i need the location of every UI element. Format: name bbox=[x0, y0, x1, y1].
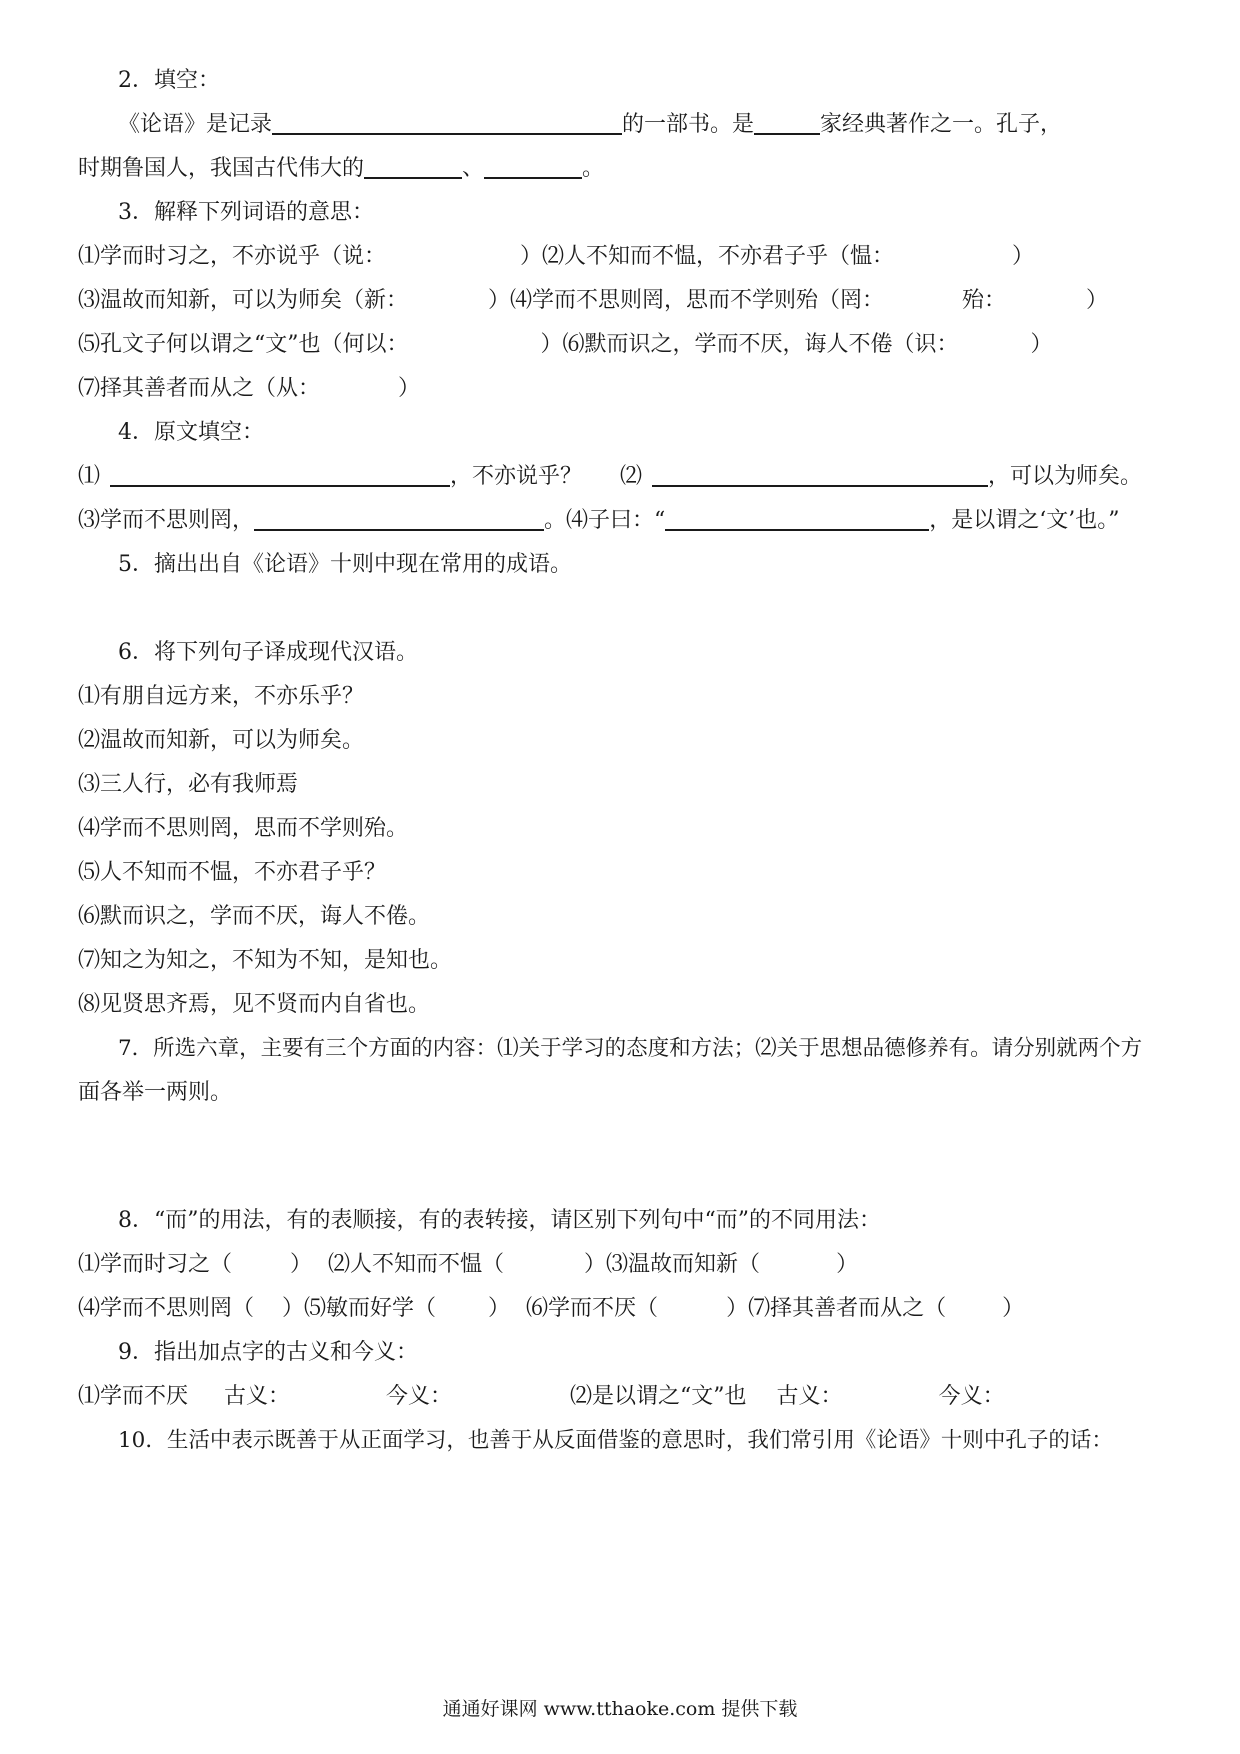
q8-title: 8．“而”的用法，有的表顺接，有的表转接，请区别下列句中“而”的不同用法： bbox=[118, 1208, 881, 1233]
blank-field[interactable] bbox=[110, 463, 450, 487]
q4-text: ⑵ bbox=[620, 464, 643, 489]
q4-text: ⑶学而不思则罔， bbox=[78, 508, 255, 533]
q8-text: ⑴学而时习之（ bbox=[78, 1252, 233, 1277]
q2-title: 2．填空： bbox=[118, 68, 220, 93]
q8-text: ） bbox=[836, 1252, 859, 1277]
q8-text: ） bbox=[290, 1252, 313, 1277]
q2-line1 bbox=[118, 110, 1062, 140]
q9-text: ⑵是以谓之“文”也 bbox=[570, 1384, 747, 1409]
q6-item: ⑷学而不思则罔，思而不学则殆。 bbox=[78, 816, 409, 841]
q6-item: ⑶三人行，必有我师焉 bbox=[78, 772, 299, 797]
q3-title: 3．解释下列词语的意思： bbox=[118, 200, 374, 225]
q9-title: 9．指出加点字的古义和今义： bbox=[118, 1340, 418, 1365]
blank-field[interactable] bbox=[272, 111, 622, 135]
q8-row1 bbox=[78, 1250, 858, 1280]
q2-text: 家经典著作之一。孔子， bbox=[820, 112, 1063, 137]
q3-text: 殆： bbox=[962, 288, 1007, 313]
q9-text: 今义： bbox=[938, 1384, 1005, 1409]
q4-text: ，不亦说乎？ bbox=[450, 464, 583, 489]
q9-row1 bbox=[78, 1382, 1005, 1412]
q8-text: ⑷学而不思则罔（ bbox=[78, 1296, 255, 1321]
q8-text: ）⑶温故而知新（ bbox=[584, 1252, 761, 1277]
q2-text: 、 bbox=[462, 156, 485, 181]
blank-field[interactable] bbox=[364, 155, 462, 179]
q3-row1 bbox=[78, 242, 1034, 272]
blank-field[interactable] bbox=[652, 463, 988, 487]
q9-text: 今义： bbox=[386, 1384, 453, 1409]
q4-title: 4．原文填空： bbox=[118, 420, 264, 445]
q8-text: ⑵人不知而不愠（ bbox=[328, 1252, 505, 1277]
q3-text: ）⑷学而不思则罔，思而不学则殆（罔： bbox=[488, 288, 885, 313]
q3-text: ⑶温故而知新，可以为师矣（新： bbox=[78, 288, 409, 313]
q5-title: 5．摘出出自《论语》十则中现在常用的成语。 bbox=[118, 552, 572, 577]
q6-title: 6．将下列句子译成现代汉语。 bbox=[118, 640, 418, 665]
q4-text: ，是以谓之‘文’也。” bbox=[929, 508, 1120, 533]
q2-text: 时期鲁国人，我国古代伟大的 bbox=[78, 156, 365, 181]
q6-item: ⑹默而识之，学而不厌，诲人不倦。 bbox=[78, 904, 431, 929]
q10-title: 10．生活中表示既善于从正面学习，也善于从反面借鉴的意思时，我们常引用《论语》十则中孔子的话： bbox=[118, 1428, 1113, 1453]
q3-text: ⑺择其善者而从之（从： bbox=[78, 376, 321, 401]
q9-text: ⑴学而不厌 bbox=[78, 1384, 189, 1409]
page-footer: 通通好课网 www.tthaoke.com 提供下载 bbox=[442, 1698, 798, 1720]
blank-field[interactable] bbox=[665, 507, 929, 531]
q6-item: ⑸人不知而不愠，不亦君子乎？ bbox=[78, 860, 387, 885]
q2-text: 《论语》是记录 bbox=[118, 112, 273, 137]
q8-text: ） bbox=[1002, 1296, 1025, 1321]
q7-line2: 面各举一两则。 bbox=[78, 1080, 233, 1105]
q6-item: ⑵温故而知新，可以为师矣。 bbox=[78, 728, 365, 753]
q7-line1: 7．所选六章，主要有三个方面的内容：⑴关于学习的态度和方法；⑵关于思想品德修养有。请分别就两个方 bbox=[118, 1036, 1143, 1061]
q3-row3 bbox=[78, 330, 1053, 360]
q3-row2 bbox=[78, 286, 1108, 316]
q2-text: 的一部书。是 bbox=[622, 112, 755, 137]
q3-text: ⑸孔文子何以谓之“文”也（何以： bbox=[78, 332, 409, 357]
q8-text: ⑹学而不厌（ bbox=[526, 1296, 659, 1321]
q6-item: ⑻见贤思齐焉，见不贤而内自省也。 bbox=[78, 992, 431, 1017]
q3-row4 bbox=[78, 374, 420, 404]
q2-line2 bbox=[78, 154, 604, 184]
q8-row2 bbox=[78, 1294, 1024, 1324]
q2-text: 。 bbox=[582, 156, 605, 181]
q6-item: ⑺知之为知之，不知为不知，是知也。 bbox=[78, 948, 453, 973]
q4-text: ⑴ bbox=[78, 464, 101, 489]
q3-text: ）⑵人不知而不愠，不亦君子乎（愠： bbox=[520, 244, 895, 269]
q3-text: ） bbox=[1086, 288, 1109, 313]
blank-field[interactable] bbox=[754, 111, 820, 135]
q3-text: ） bbox=[398, 376, 421, 401]
q3-text: ）⑹默而识之，学而不厌，诲人不倦（识： bbox=[540, 332, 959, 357]
q4-text: 。⑷子曰：“ bbox=[544, 508, 666, 533]
q4-row2 bbox=[78, 506, 1120, 536]
q8-text: ）⑸敏而好学（ bbox=[282, 1296, 437, 1321]
q6-item: ⑴有朋自远方来，不亦乐乎？ bbox=[78, 684, 365, 709]
q8-text: ）⑺择其善者而从之（ bbox=[726, 1296, 947, 1321]
q4-text: ，可以为师矣。 bbox=[988, 464, 1143, 489]
blank-field[interactable] bbox=[254, 507, 544, 531]
q4-row1 bbox=[78, 462, 1142, 492]
q9-text: 古义： bbox=[776, 1384, 843, 1409]
q3-text: ） bbox=[1012, 244, 1035, 269]
q3-text: ⑴学而时习之，不亦说乎（说： bbox=[78, 244, 387, 269]
q8-text: ） bbox=[488, 1296, 511, 1321]
q3-text: ） bbox=[1030, 332, 1053, 357]
blank-field[interactable] bbox=[484, 155, 582, 179]
q9-text: 古义： bbox=[224, 1384, 291, 1409]
